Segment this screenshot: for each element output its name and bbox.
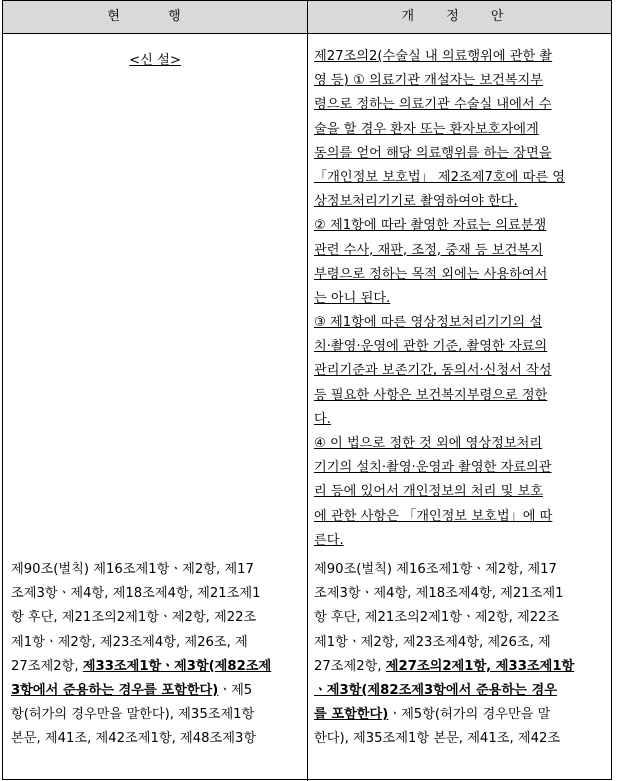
text-span: 는 아니 된다. [314,290,391,306]
text-span: 기기의 설치·촬영·운영과 촬영한 자료의관 [314,460,552,476]
text-line [314,408,606,432]
text-line [11,558,301,582]
text-line [314,631,606,655]
text-line [314,679,606,703]
text-span: 제90조(벌칙) 제16조제1항ㆍ제2항, 제17 [314,562,557,577]
text-span: 등 필요한 사항은 보건복지부령으로 정한 [314,387,548,403]
highlighted-text: 제27조의2제1항, 제33조제1항 [385,658,575,674]
text-line [314,45,606,69]
text-span: 항(허가의 경우만을 말한다), 제35조제1항 [11,707,255,723]
text-line [314,529,606,553]
highlighted-text: 제33조제1항ㆍ제3항(제82조제 [82,658,272,674]
text-span: 조제3항ㆍ제4항, 제18조제4항, 제21조제1 [314,586,564,602]
text-line [314,558,606,582]
column-divider [307,1,308,781]
text-line [11,679,301,703]
current-penalty-article [11,558,301,752]
text-line [314,432,606,456]
text-line [11,703,301,727]
text-line [314,703,606,727]
text-span: 령으로 정하는 의료기관 수술실 내에서 수 [314,97,552,113]
text-line [314,456,606,480]
text-span: 제1항ㆍ제2항, 제23조제4항, 제26조, 제 [314,634,551,650]
header-revised: 개 정 안 [401,9,518,24]
header-current: 현 행 [107,9,203,24]
highlighted-text: ㆍ제3항(제82조제3항에서 준용하는 경우 [314,682,557,698]
text-span: 제27조의2(수술실 내 의료행위에 관한 촬 [314,49,553,64]
text-span: 한다), 제35조제1항 본문, 제41조, 제42조 [314,731,561,747]
text-line [314,727,606,751]
text-span: 리 등에 있어서 개인정보의 처리 및 보호 [314,484,543,500]
text-span: 동의를 얻어 해당 의료행위를 하는 장면을 [314,145,552,161]
text-span: 상정보처리기기로 촬영하여야 한다. [314,194,518,210]
text-line [314,287,606,311]
text-line [314,606,606,630]
text-span: 항 후단, 제21조의2제1항ㆍ제2항, 제22조 [314,610,560,626]
text-line [314,582,606,606]
text-span: 27조제2항, [11,658,83,674]
text-span: 른다. [314,532,344,548]
text-line [314,93,606,117]
new-article-27-2 [314,45,606,553]
text-span: ㆍ제5항(허가의 경우만을 말 [388,707,551,723]
text-line [314,142,606,166]
text-span: ③ 제1항에 따른 영상정보처리기기의 설 [314,315,543,331]
text-line [314,239,606,263]
text-span: ② 제1항에 따라 촬영한 자료는 의료분쟁 [314,218,547,234]
text-span: 제1항ㆍ제2항, 제23조제4항, 제26조, 제 [11,634,248,650]
text-line [314,335,606,359]
text-span: 관리기준과 보존기간, 동의서·신청서 작성 [314,363,552,379]
text-span: 조제3항ㆍ제4항, 제18조제4항, 제21조제1 [11,586,261,602]
text-line [11,631,301,655]
text-span: 술을 할 경우 환자 또는 환자보호자에게 [314,121,539,137]
highlighted-text: 를 포함한다) [314,707,389,723]
text-line [314,311,606,335]
text-span: ㆍ제5 [218,682,253,698]
text-span: 27조제2항, [314,658,386,674]
text-line [314,263,606,287]
text-span: 에 관한 사항은 「개인정보 보호법」에 따 [314,508,553,524]
text-span: ④ 이 법으로 정한 것 외에 영상정보처리 [314,436,543,451]
text-line [314,384,606,408]
text-line [314,190,606,214]
text-span: 「개인정보 보호법」 제2조제7호에 따른 영 [314,169,566,185]
text-line [314,655,606,679]
text-span: 본문, 제41조, 제42조제1항, 제48조제3항 [11,731,257,747]
text-line [11,582,301,606]
text-line [11,655,301,679]
text-line [314,359,606,383]
text-span: 항 후단, 제21조의2제1항ㆍ제2항, 제22조 [11,610,257,626]
text-span: 부령으로 정하는 목적 외에는 사용하여서 [314,266,548,282]
text-line [314,505,606,529]
text-span: 관련 수사, 재판, 조정, 중재 등 보건복지 [314,242,543,258]
text-line [314,118,606,142]
text-line [11,727,301,751]
revised-penalty-article [314,558,606,752]
text-line [11,606,301,630]
text-span: 치·촬영·운영에 관한 기준, 촬영한 자료의 [314,339,548,355]
text-span: 다. [314,411,331,427]
text-line [314,166,606,190]
highlighted-text: 3항에서 준용하는 경우를 포함한다) [11,682,219,698]
text-span: 영 등) ① 의료기관 개설자는 보건복지부 [314,73,544,89]
comparison-table [2,0,612,780]
new-provision-note: <신 설> [129,53,181,68]
text-line [314,480,606,504]
text-line [314,69,606,93]
text-line [314,214,606,238]
text-span: 제90조(벌칙) 제16조제1항ㆍ제2항, 제17 [11,562,254,577]
